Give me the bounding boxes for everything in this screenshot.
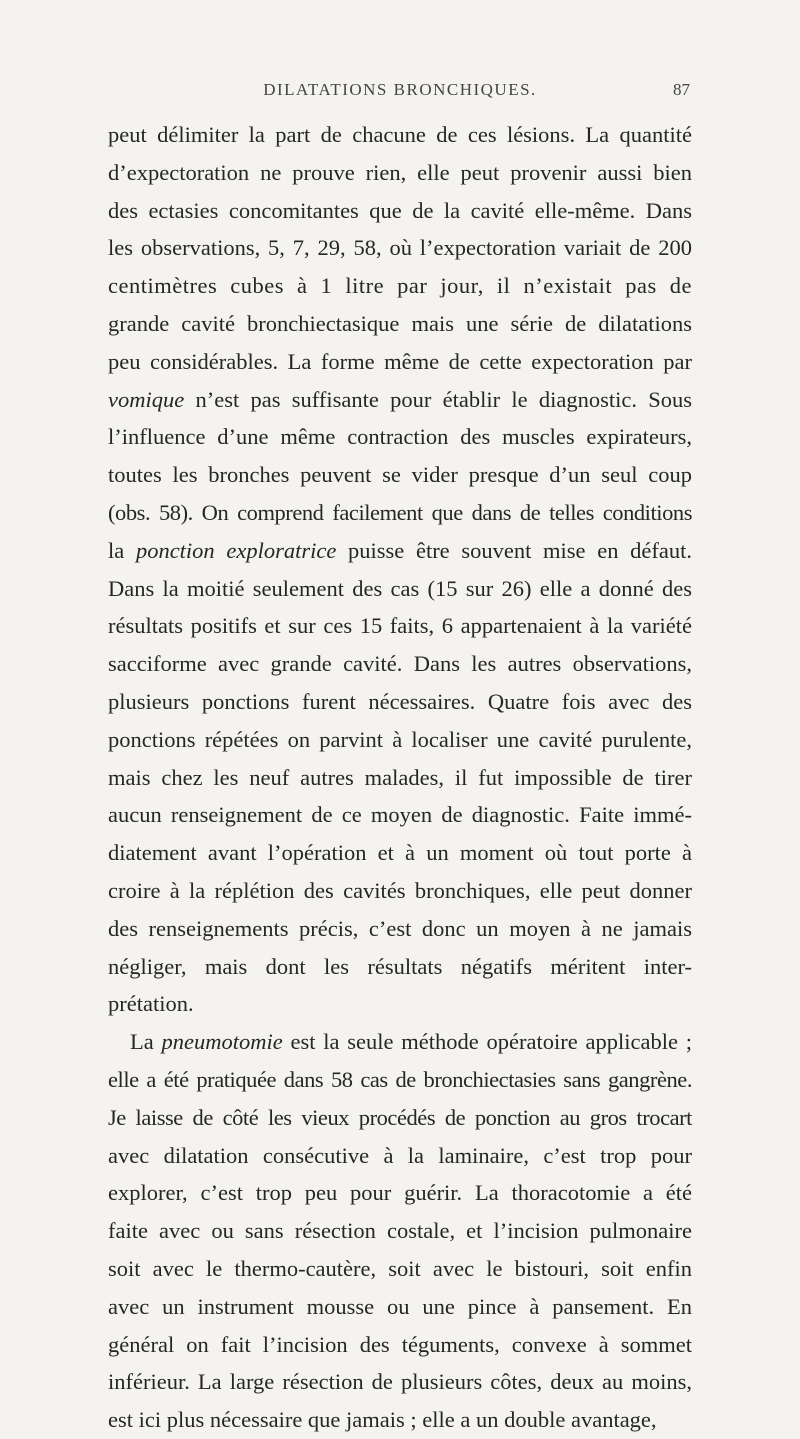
- text-segment: La: [130, 1029, 162, 1055]
- text-line: [108, 872, 692, 910]
- text-line: [108, 1363, 692, 1401]
- text-line: [108, 456, 692, 494]
- text-line: [108, 796, 692, 834]
- italic-term: ponction exploratrice: [135, 537, 337, 563]
- text-line: [108, 381, 692, 419]
- text-segment: négliger, mais dont les résultats négatifs méritent inter-: [108, 953, 692, 979]
- italic-term: pneumotomie: [161, 1029, 283, 1055]
- text-segment: peut délimiter la part de chacune de ces lésions. La quantité: [108, 122, 692, 147]
- text-line: [108, 1137, 692, 1175]
- text-segment: ponctions répétées on parvint à localiser une cavité purulente,: [108, 726, 692, 752]
- text-segment: puisse être souvent mise en défaut.: [336, 537, 692, 563]
- text-line: [108, 1023, 692, 1061]
- text-line: [108, 607, 692, 645]
- text-segment: avec dilatation consécutive à la laminaire, c’est trop pour: [108, 1142, 692, 1168]
- text-line: [108, 1326, 692, 1364]
- text-line: [108, 1099, 692, 1137]
- text-segment: Dans la moitié seulement des cas (15 sur 26) elle a donné des: [108, 575, 692, 601]
- text-line: [108, 532, 692, 570]
- text-line: [108, 1174, 692, 1212]
- text-segment: n’est pas suffisante pour établir le diagnostic. Sous: [184, 386, 692, 412]
- text-segment: plusieurs ponctions furent nécessaires. Quatre fois avec des: [108, 688, 692, 714]
- text-segment: Je laisse de côté les vieux procédés de ponction au gros trocart: [108, 1104, 692, 1130]
- text-line: [108, 1401, 692, 1439]
- text-segment: général on fait l’incision des téguments, convexe à sommet: [108, 1331, 692, 1357]
- text-segment: inférieur. La large résection de plusieurs côtes, deux au moins,: [108, 1369, 692, 1395]
- text-line: [108, 1212, 692, 1250]
- text-segment: résultats positifs et sur ces 15 faits, 6 appartenaient à la variété: [108, 613, 692, 639]
- text-line: [108, 116, 692, 154]
- text-line: [108, 1061, 692, 1099]
- text-line: [108, 759, 692, 797]
- page-number: 87: [673, 80, 690, 99]
- text-segment: des renseignements précis, c’est donc un moyen à ne jamais: [108, 915, 692, 941]
- text-segment: mais chez les neuf autres malades, il fut impossible de tirer: [108, 764, 692, 790]
- text-line: [108, 1250, 692, 1288]
- text-segment: est la seule méthode opératoire applicable ;: [282, 1029, 693, 1055]
- text-segment: elle a été pratiquée dans 58 cas de bronchiectasies sans gangrène.: [108, 1066, 692, 1092]
- text-segment: soit avec le thermo-cautère, soit avec le bistouri, soit enfin: [108, 1255, 692, 1281]
- text-line: [108, 948, 692, 986]
- body-text: [108, 116, 692, 1439]
- text-segment: explorer, c’est trop peu pour guérir. La thoracotomie a été: [108, 1180, 692, 1206]
- text-segment: faite avec ou sans résection costale, et l’incision pulmonaire: [108, 1218, 692, 1244]
- text-line: [108, 683, 692, 721]
- text-line: [108, 570, 692, 608]
- running-head: [0, 80, 800, 106]
- text-segment: l’influence d’une même contraction des muscles expirateurs,: [108, 424, 692, 450]
- text-line: [108, 418, 692, 456]
- text-line: [108, 721, 692, 759]
- text-segment: diatement avant l’opération et à un moment où tout porte à: [108, 840, 692, 866]
- text-line: [108, 267, 692, 305]
- text-segment: des ectasies concomitantes que de la cavité elle-même. Dans: [108, 197, 692, 223]
- text-line: [108, 910, 692, 948]
- text-line: [108, 645, 692, 683]
- text-line: [108, 494, 692, 532]
- running-title: DILATATIONS BRONCHIQUES.: [263, 80, 537, 99]
- text-line: [108, 343, 692, 381]
- text-segment: aucun renseignement de ce moyen de diagnostic. Faite immé-: [108, 802, 692, 828]
- text-segment: centimètres cubes à 1 litre par jour, il n’existait pas de: [108, 273, 692, 299]
- text-segment: peu considérables. La forme même de cette expectoration par: [108, 348, 692, 374]
- text-line: [108, 305, 692, 343]
- text-segment: grande cavité bronchiectasique mais une série de dilatations: [108, 310, 692, 336]
- text-segment: les observations, 5, 7, 29, 58, où l’expectoration variait de 200: [108, 235, 692, 261]
- italic-term: vomique: [108, 386, 185, 412]
- text-segment: est ici plus nécessaire que jamais ; elle a un double avantage,: [108, 1407, 657, 1433]
- text-line: [108, 834, 692, 872]
- text-segment: avec un instrument mousse ou une pince à pansement. En: [108, 1293, 692, 1319]
- text-segment: d’expectoration ne prouve rien, elle peut provenir aussi bien: [108, 159, 692, 185]
- text-line: [108, 1288, 692, 1326]
- text-segment: prétation.: [108, 991, 194, 1017]
- text-segment: toutes les bronches peuvent se vider presque d’un seul coup: [108, 462, 692, 488]
- text-segment: (obs. 58). On comprend facilement que dans de telles conditions: [108, 499, 692, 525]
- text-line: [108, 985, 692, 1023]
- text-segment: sacciforme avec grande cavité. Dans les autres observations,: [108, 651, 692, 677]
- text-segment: la: [108, 537, 136, 563]
- text-line: [108, 192, 692, 230]
- text-line: [108, 154, 692, 192]
- text-segment: croire à la réplétion des cavités bronchiques, elle peut donner: [108, 877, 692, 903]
- text-line: [108, 229, 692, 267]
